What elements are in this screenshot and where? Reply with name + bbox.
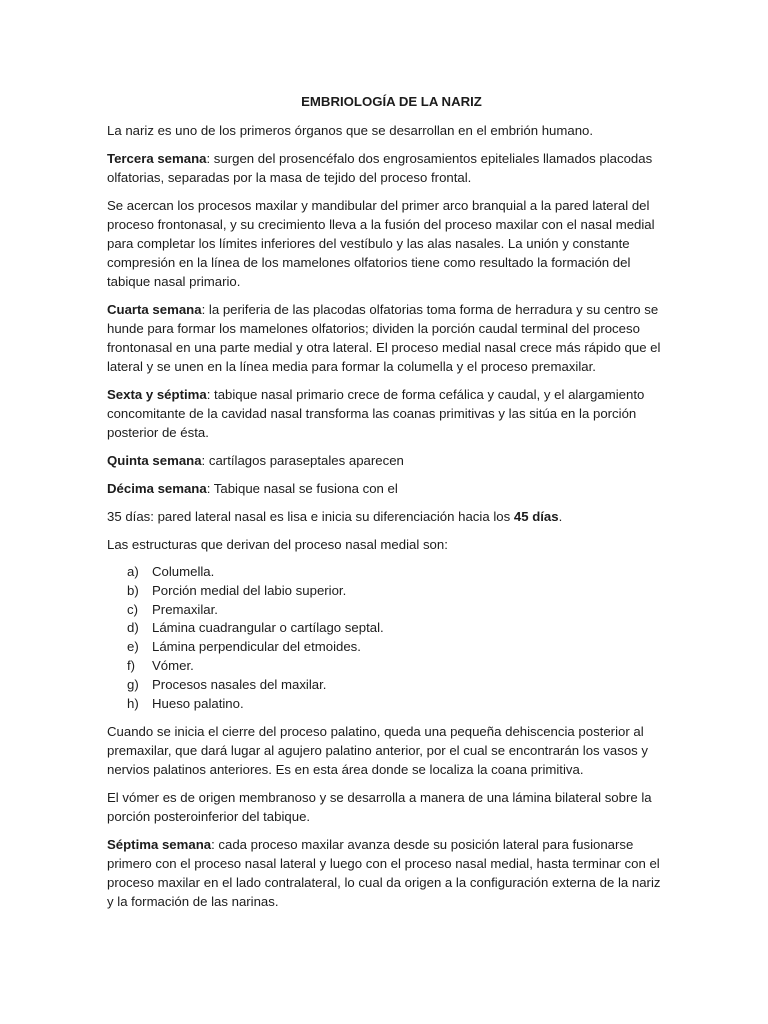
septima-semana-paragraph: [107, 835, 668, 911]
list-item: [127, 619, 668, 638]
list-item-text: Premaxilar.: [152, 601, 218, 617]
sexta-septima-label: Sexta y séptima: [107, 387, 207, 402]
list-marker: h): [127, 695, 139, 711]
quinta-semana-paragraph: [107, 451, 668, 470]
quinta-semana-text: : cartílagos paraseptales aparecen: [201, 453, 404, 468]
list-item-text: Porción medial del labio superior.: [152, 582, 347, 598]
palatino-paragraph: Cuando se inicia el cierre del proceso palatino, queda una pequeña dehiscencia posterior al premaxilar, que dará lugar al agujero palatino anterior, por el cual se encontrarán los vasos y nervios palatinos anteriores. Es en esta área donde se localiza la coana primitiva.: [107, 724, 649, 778]
list-marker: a): [127, 564, 139, 579]
list-item-text: Vómer.: [152, 657, 194, 673]
list-item-text: Lámina cuadrangular o cartílago septal.: [152, 620, 384, 636]
list-marker: e): [127, 639, 139, 655]
list-item-text: Columella.: [152, 564, 215, 579]
list-marker: f): [127, 657, 136, 673]
septima-semana-text: : cada proceso maxilar avanza desde su posición lateral para fusionarse primero con el proceso nasal lateral y luego con el proceso nasal medial, hasta terminar con el proceso maxilar en el lado contralateral, lo cual da origen a la configuración externa de la nariz y la formación de las narinas.: [107, 837, 661, 910]
list-item: [127, 676, 668, 695]
estructuras-intro: Las estructuras que derivan del proceso nasal medial son:: [107, 537, 448, 552]
tercera-semana-paragraph: [107, 149, 668, 187]
list-item: [127, 582, 668, 601]
decima-semana-paragraph: [107, 479, 668, 498]
list-marker: b): [127, 582, 139, 598]
list-item-text: Lámina perpendicular del etmoides.: [152, 639, 361, 655]
estructuras-list: [107, 563, 668, 713]
procesos-paragraph: Se acercan los procesos maxilar y mandibular del primer arco branquial a la pared lateral del proceso frontonasal, y su crecimiento lleva a la fusión del proceso maxilar con el nasal medial para completar los límites inferiores del vestíbulo y las alas nasales. La unión y constante compresión en la línea de los mamelones olfatorios tiene como resultado la formación del tabique nasal primario.: [107, 198, 655, 289]
vomer-paragraph: El vómer es de origen membranoso y se desarrolla a manera de una lámina bilateral sobre la porción posteroinferior del tabique.: [107, 790, 652, 825]
list-item: [127, 563, 668, 582]
decima-semana-text: : Tabique nasal se fusiona con el: [206, 481, 398, 496]
decima-semana-label: Décima semana: [107, 481, 207, 496]
tercera-semana-text: : surgen del prosencéfalo dos engrosamientos epiteliales llamados placodas olfatorias, separadas por la masa de tejido del proceso frontal.: [107, 151, 653, 185]
list-marker: d): [127, 620, 139, 636]
tercera-semana-label: Tercera semana: [107, 151, 207, 166]
dias-paragraph: [107, 507, 668, 526]
dias-end: .: [558, 509, 563, 524]
list-item-text: Hueso palatino.: [152, 695, 244, 711]
cuarta-semana-text: : la periferia de las placodas olfatorias toma forma de herradura y su centro se hunde para formar los mamelones olfatorios; dividen la porción caudal terminal del proceso frontonasal en una parte medial y otra lateral. El proceso medial nasal crece más rápido que el lateral y se unen en la línea media para formar la columella y el proceso premaxilar.: [107, 302, 661, 374]
septima-semana-label: Séptima semana: [107, 837, 212, 853]
document-title: EMBRIOLOGÍA DE LA NARIZ: [301, 94, 482, 109]
intro-paragraph: La nariz es uno de los primeros órganos que se desarrollan en el embrión humano.: [107, 123, 594, 138]
list-item-text: Procesos nasales del maxilar.: [152, 676, 327, 692]
cuarta-semana-paragraph: [107, 300, 668, 376]
list-marker: g): [127, 676, 139, 692]
dias-text: 35 días: pared lateral nasal es lisa e inicia su diferenciación hacia los: [107, 509, 514, 524]
list-item: [127, 638, 668, 657]
sexta-septima-text: : tabique nasal primario crece de forma cefálica y caudal, y el alargamiento concomitante de la cavidad nasal transforma las coanas primitivas y las sitúa en la porción posterior de ésta.: [107, 387, 645, 440]
list-marker: c): [127, 601, 138, 617]
list-item: [127, 657, 668, 676]
dias-bold: 45 días: [513, 509, 559, 524]
quinta-semana-label: Quinta semana: [107, 453, 202, 468]
list-item: [127, 601, 668, 620]
cuarta-semana-label: Cuarta semana: [107, 302, 202, 317]
list-item: [127, 695, 668, 714]
sexta-septima-paragraph: [107, 385, 668, 442]
